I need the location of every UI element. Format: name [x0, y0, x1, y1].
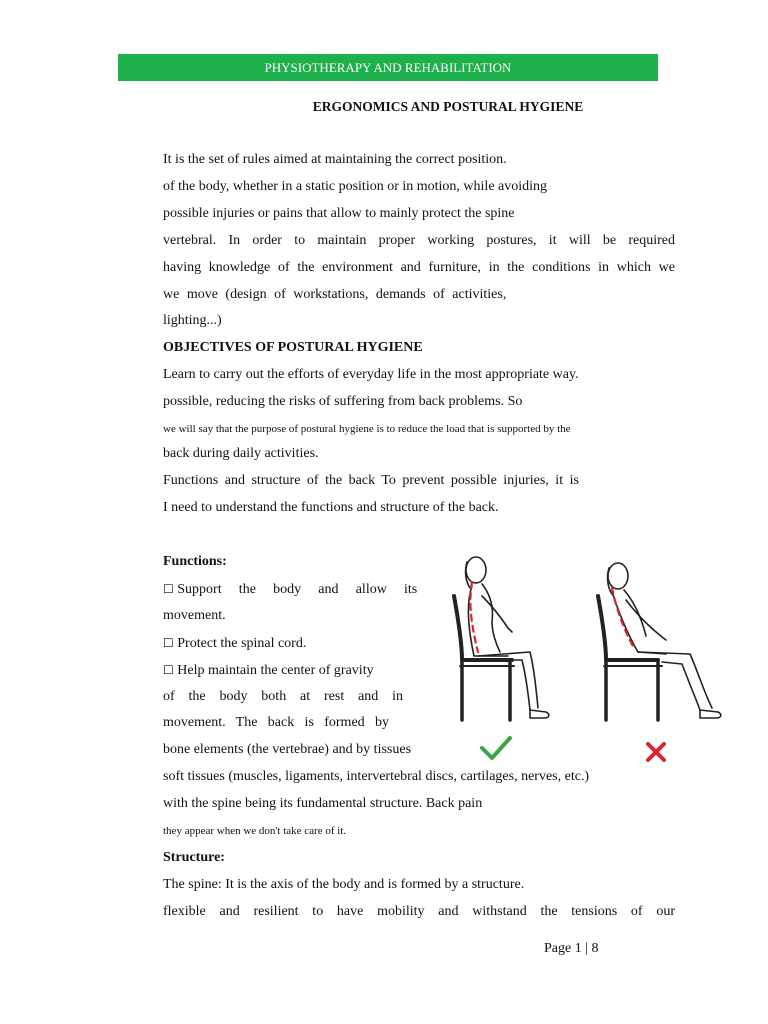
- intro-line: we move (design of workstations, demands of activities,: [163, 287, 507, 302]
- page-title: [0, 99, 768, 115]
- correct-posture-figure: [454, 557, 549, 720]
- functions-bullet-item: [163, 634, 306, 653]
- functions-line: movement.: [163, 608, 226, 623]
- header-banner: [118, 54, 658, 81]
- sitting-posture-illustration: [436, 548, 736, 766]
- check-icon: [482, 738, 510, 758]
- objectives-line: Functions and structure of the back To prevent possible injuries, it is: [163, 473, 579, 488]
- functions-line: movement. The back is formed by: [163, 715, 389, 730]
- functions-line: of the body both at rest and in: [163, 689, 403, 704]
- functions-line: with the spine being its fundamental structure. Back pain: [163, 796, 483, 811]
- intro-line: It is the set of rules aimed at maintaining the correct position.: [163, 152, 507, 167]
- header-banner-text: PHYSIOTHERAPY AND REHABILITATION: [264, 59, 512, 75]
- intro-line: vertebral. In order to maintain proper working postures, it will be required: [163, 233, 675, 248]
- functions-heading: Functions:: [163, 554, 227, 569]
- page-title-text: ERGONOMICS AND POSTURAL HYGIENE: [312, 99, 584, 114]
- objectives-line: I need to understand the functions and structure of the back.: [163, 500, 499, 515]
- objectives-line: we will say that the purpose of postural hygiene is to reduce the load that is supported by the: [163, 423, 571, 435]
- objectives-line: possible, reducing the risks of suffering from back problems. So: [163, 394, 523, 409]
- structure-line: The spine: It is the axis of the body and is formed by a structure.: [163, 877, 525, 892]
- incorrect-posture-figure: [598, 563, 721, 720]
- functions-line: Help maintain the center of gravity: [177, 663, 374, 678]
- structure-line: flexible and resilient to have mobility and withstand the tensions of our: [163, 904, 675, 919]
- intro-line: of the body, whether in a static position or in motion, while avoiding: [163, 179, 548, 194]
- objectives-line: Learn to carry out the efforts of everyday life in the most appropriate way.: [163, 367, 579, 382]
- functions-line: bone elements (the vertebrae) and by tissues: [163, 742, 412, 757]
- functions-line: Protect the spinal cord.: [177, 636, 307, 651]
- cross-icon: [648, 744, 664, 760]
- checkbox-bullet-icon: ☐: [163, 636, 174, 650]
- functions-bullet-item: [163, 580, 417, 599]
- intro-line: having knowledge of the environment and furniture, in the conditions in which we: [163, 260, 675, 275]
- functions-line: soft tissues (muscles, ligaments, intervertebral discs, cartilages, nerves, etc.): [163, 769, 590, 784]
- functions-line: Support the body and allow its: [177, 582, 418, 597]
- functions-bullet-item: [163, 661, 374, 680]
- page-number: Page 1 | 8: [544, 941, 599, 956]
- intro-line: possible injuries or pains that allow to mainly protect the spine: [163, 206, 515, 221]
- objectives-line: back during daily activities.: [163, 446, 319, 461]
- checkbox-bullet-icon: ☐: [163, 582, 174, 596]
- structure-heading: Structure:: [163, 850, 225, 865]
- objectives-heading: OBJECTIVES OF POSTURAL HYGIENE: [163, 340, 423, 355]
- intro-line: lighting...): [163, 313, 222, 328]
- functions-line: they appear when we don't take care of it.: [163, 825, 347, 837]
- checkbox-bullet-icon: ☐: [163, 663, 174, 677]
